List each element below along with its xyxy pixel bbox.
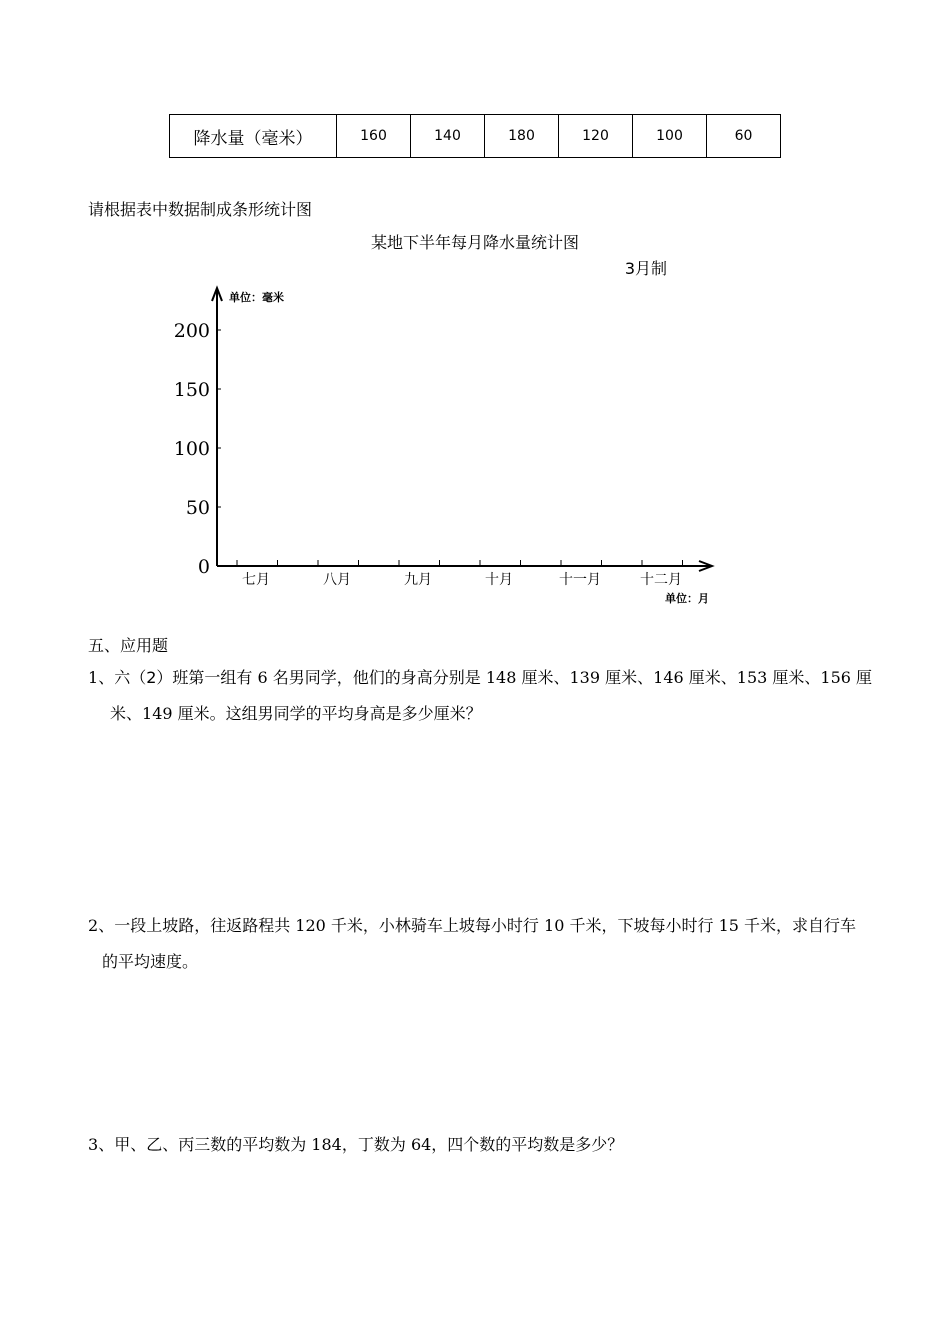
question-number: 1 [88,668,99,687]
text-run: ，丁数为 [341,1135,411,1154]
table-cell: 140 [411,115,485,158]
text-run: ，四个数的平均数是多少？ [431,1135,624,1154]
text-run: 千米，下坡每小时行 [564,916,719,935]
y-unit-label: 单位：毫米 [229,291,284,304]
number-run: 153 [736,668,768,687]
question-sep: 、 [98,1135,115,1154]
x-tick-label: 十月 [485,572,513,588]
number-run: 156 [820,668,851,687]
chart-title: 某地下半年每月降水量统计图 [370,233,580,252]
question-2 [88,911,878,977]
question-text-line [110,704,482,723]
text-run: 的平均速度。 [102,952,199,971]
text-run: 厘米、 [600,668,654,687]
x-unit-label: 单位：月 [665,592,709,605]
text-run: 厘 [850,668,873,687]
question-number: 3 [88,1135,99,1154]
section-title: 五、应用题 [88,636,169,655]
text-run: 甲、乙、丙三数的平均数为 [114,1135,312,1154]
y-tick-label: 0 [197,556,210,578]
x-tick-label: 十一月 [559,572,601,588]
text-run: 厘米、 [767,668,821,687]
number-run: 146 [653,668,684,687]
table-cell: 100 [633,115,707,158]
table-cell: 60 [707,115,781,158]
question-number: 2 [88,916,99,935]
x-tick-label: 八月 [323,572,351,588]
bar-chart [0,220,950,620]
question-text-line [114,916,856,935]
number-run: 148 [485,668,517,687]
question-text-line [114,668,872,687]
number-run: 120 [295,916,326,935]
question-sep: 、 [98,668,115,687]
question-text-line [102,952,198,971]
number-run: 184 [311,1135,342,1154]
y-tick-label: 200 [173,320,210,342]
question-text-line [114,1135,623,1154]
question-1 [88,663,878,729]
text-run: 厘米、 [683,668,737,687]
text-run: 千米，求自行车 [738,916,857,935]
rainfall-table [169,114,781,158]
x-tick-label: 九月 [404,572,432,588]
text-run: 千米，小林骑车上坡每小时行 [325,916,545,935]
text-run: 一段上坡路，往返路程共 [114,916,296,935]
text-run: 厘米。这组男同学的平均身高是多少厘米？ [172,704,482,723]
question-3 [88,1130,878,1160]
y-tick-label: 150 [173,379,210,401]
text-run: 米、 [110,704,143,723]
text-run: 厘米、 [516,668,570,687]
table-cell: 160 [337,115,411,158]
text-run: 六（2）班第一组有 [114,668,258,687]
row-label: 降水量（毫米） [170,115,337,158]
y-tick-label: 100 [173,438,210,460]
number-run: 6 [257,668,268,687]
table-row [170,115,781,158]
number-run: 10 [544,916,565,935]
table-cell: 120 [559,115,633,158]
table-cell: 180 [485,115,559,158]
number-run: 15 [718,916,739,935]
text-run: 名男同学，他们的身高分别是 [267,668,486,687]
y-tick-label: 50 [185,497,210,519]
chart-date-note: 3月制 [624,259,667,278]
instruction-text: 请根据表中数据制成条形统计图 [88,200,313,219]
number-run: 149 [142,704,173,723]
number-run: 64 [410,1135,432,1154]
question-sep: 、 [98,916,115,935]
x-tick-label: 七月 [242,572,270,588]
x-tick-label: 十二月 [640,572,682,588]
number-run: 139 [569,668,601,687]
